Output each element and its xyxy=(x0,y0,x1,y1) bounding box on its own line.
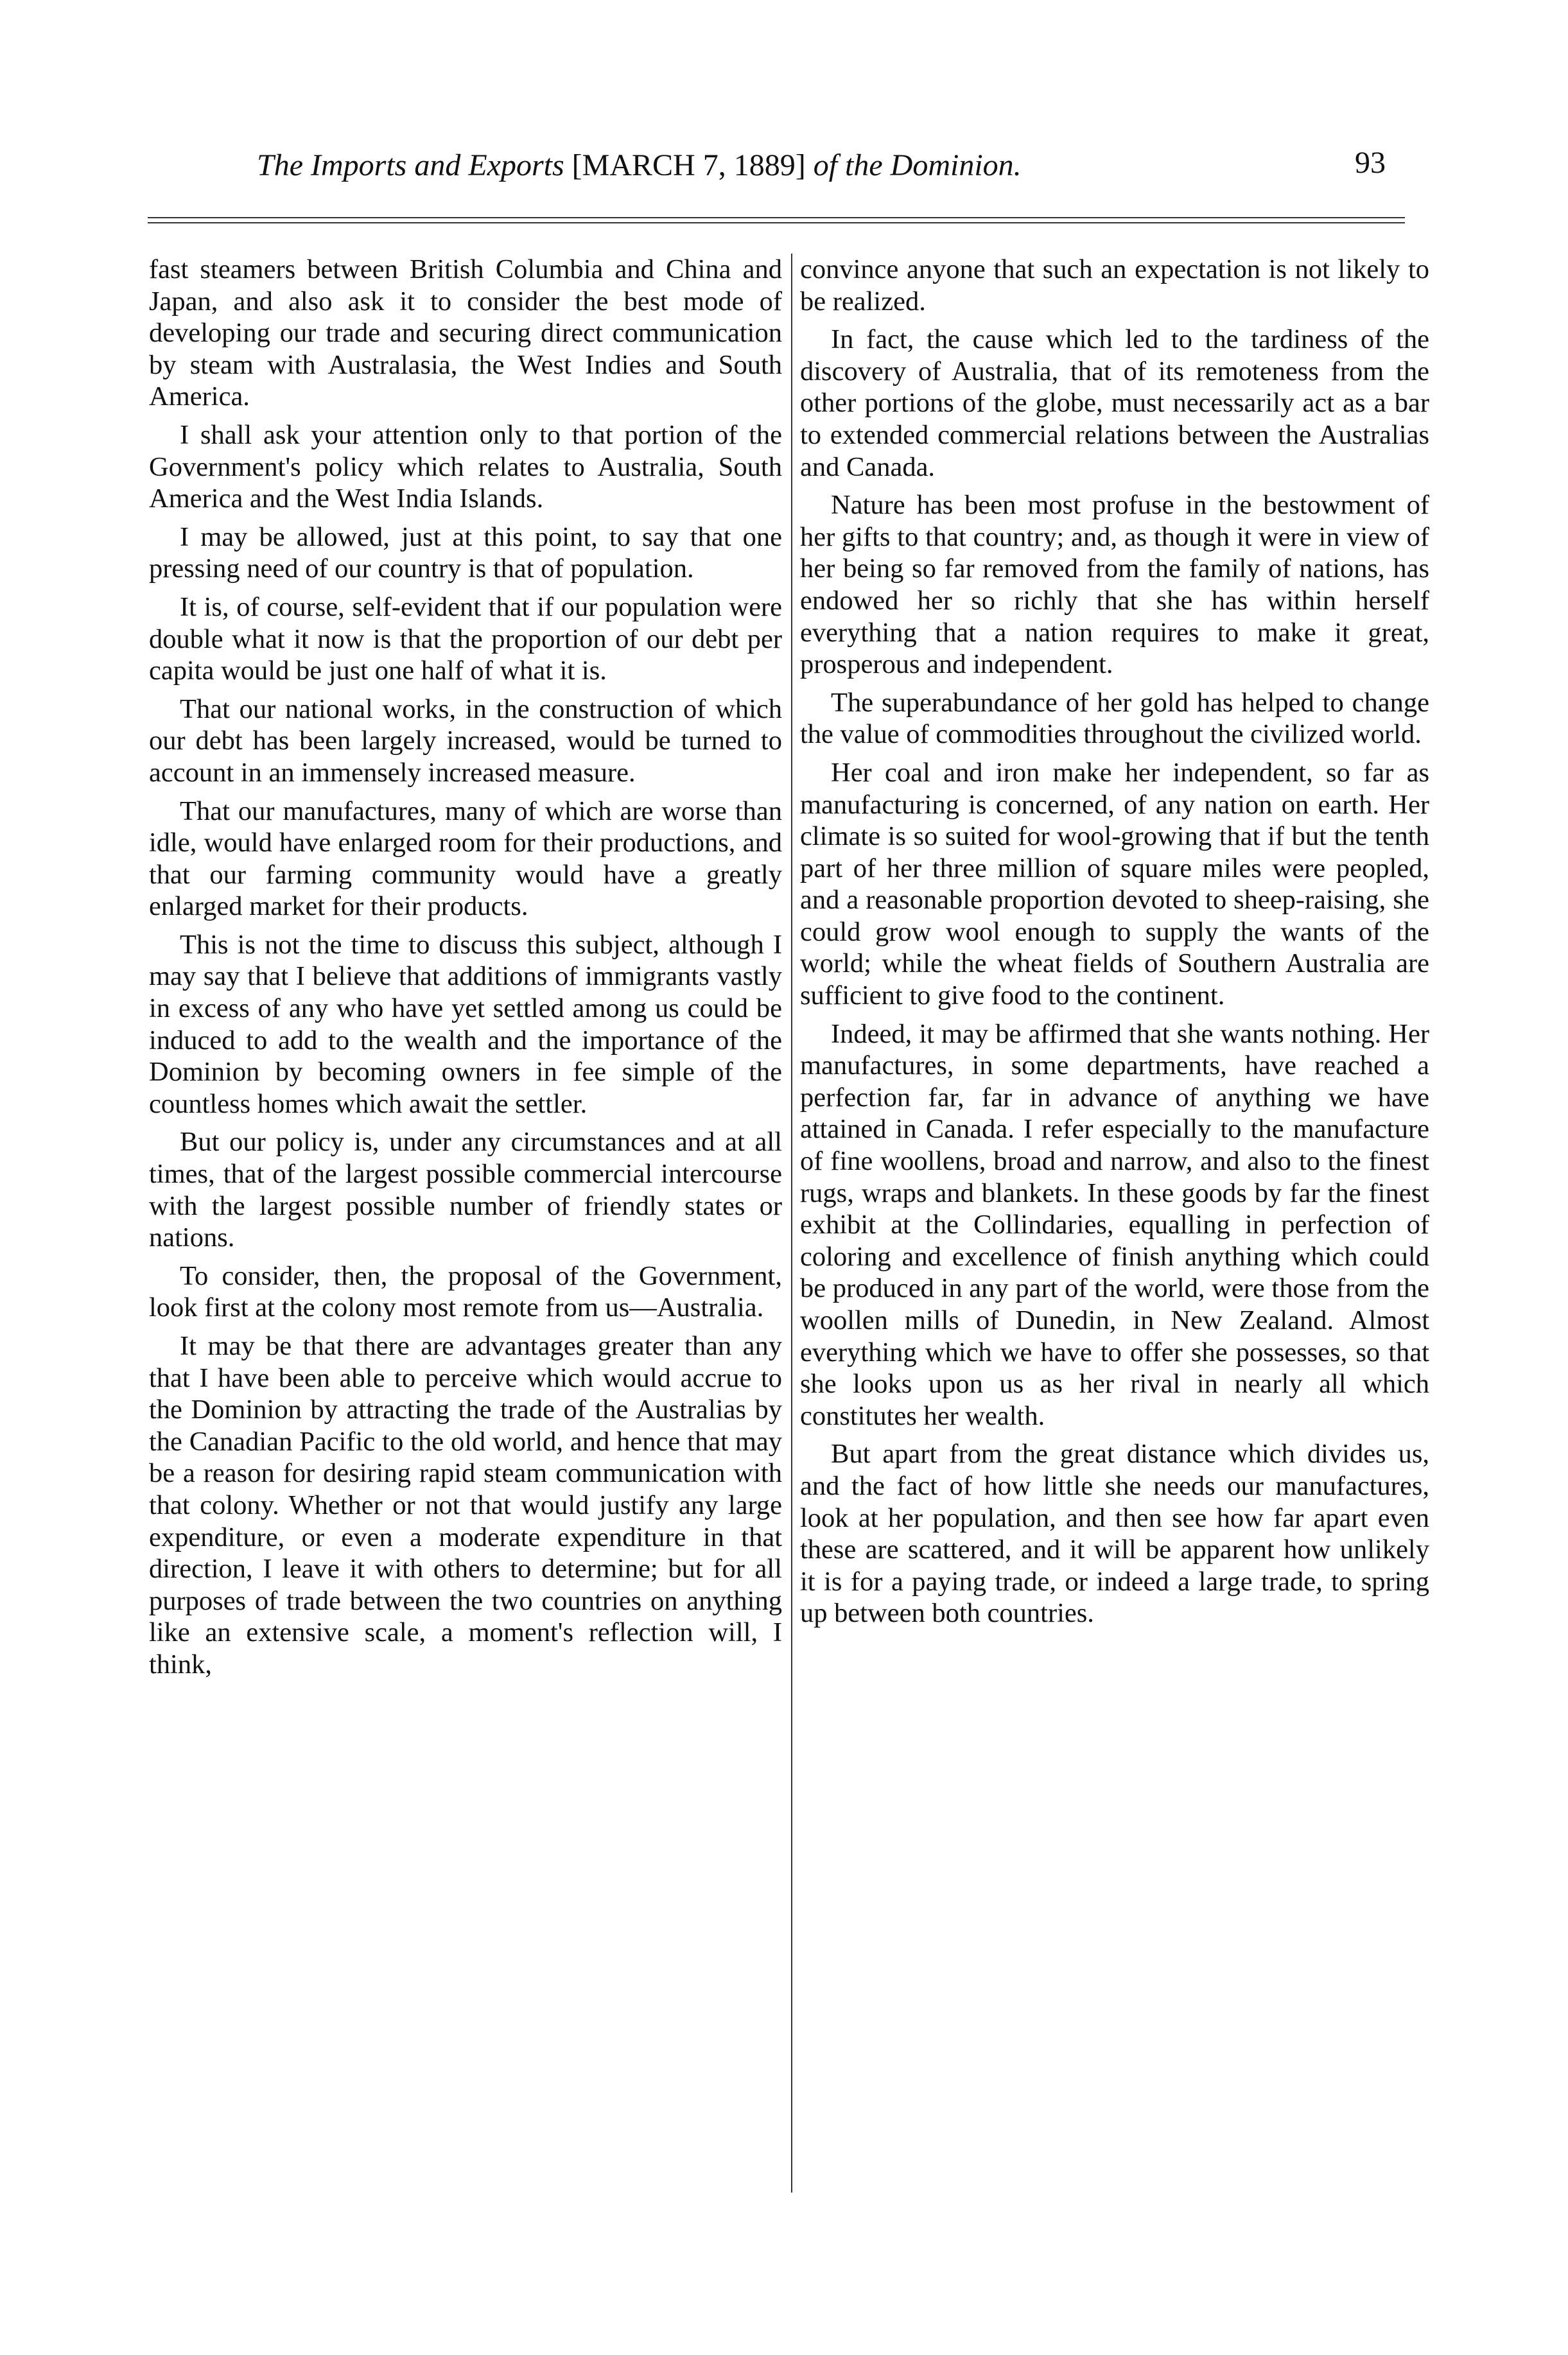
paragraph: That our manufactures, many of which are worse than idle, would have enlarged room for their productions, and that our farming community would have a greatly enlarged market for their products. xyxy=(149,795,782,922)
header-rule-top xyxy=(148,217,1405,218)
left-column xyxy=(149,254,782,1687)
paragraph: That our national works, in the construction of which our debt has been largely increased, would be turned to account in an immensely increased measure. xyxy=(149,693,782,788)
header-title-part2: of the Dominion. xyxy=(813,148,1022,182)
paragraph: Indeed, it may be affirmed that she wants nothing. Her manufactures, in some departments, have reached a perfection far, far in advance of anything we have attained in Canada. I refer especially to the manufacture of fine woollens, broad and narrow, and also to the finest rugs, wraps and blankets. In these goods by far the finest exhibit at the Collindaries, equalling in perfection of coloring and excellence of finish anything which could be produced in any part of the world, were those from the woollen mills of Dunedin, in New Zealand. Almost everything which we have to offer she possesses, so that she looks upon us as her rival in nearly all which constitutes her wealth. xyxy=(800,1018,1429,1431)
paragraph: It may be that there are advantages greater than any that I have been able to perceive which would accrue to the Dominion by attracting the trade of the Australias by the Canadian Pacific to the old world, and hence that may be a reason for desiring rapid steam communication with that colony. Whether or not that would justify any large expenditure, or even a moderate expenditure in that direction, I leave it with others to determine; but for all purposes of trade between the two countries on anything like an extensive scale, a moment's reflection will, I think, xyxy=(149,1331,782,1680)
header-date: [MARCH 7, 1889] xyxy=(571,148,806,182)
paragraph: fast steamers between British Columbia and China and Japan, and also ask it to consider the best mode of developing our trade and securing direct communication by steam with Australasia, the West Indies and South America. xyxy=(149,254,782,412)
paragraph: I may be allowed, just at this point, to say that one pressing need of our country is that of population. xyxy=(149,521,782,584)
paragraph: Nature has been most profuse in the bestowment of her gifts to that country; and, as though it were in view of her being so far removed from the family of nations, has endowed her so richly that she has within herself everything that a nation requires to make it great, prosperous and independent. xyxy=(800,490,1429,680)
header-title-part1: The Imports and Exports xyxy=(257,148,564,182)
paragraph: It is, of course, self-evident that if our population were double what it now is that the proportion of our debt per capita would be just one half of what it is. xyxy=(149,591,782,686)
paragraph: I shall ask your attention only to that portion of the Government's policy which relates to Australia, South America and the West India Islands. xyxy=(149,419,782,514)
paragraph: convince anyone that such an expectation is not likely to be realized. xyxy=(800,254,1429,317)
right-column xyxy=(800,254,1429,1636)
paragraph: Her coal and iron make her independent, so far as manufacturing is concerned, of any nation on earth. Her climate is so suited for wool-growing that if but the tenth part of her three million of square miles were peopled, and a reasonable proportion devoted to sheep-raising, she could grow wool enough to supply the wants of the world; while the wheat fields of Southern Australia are sufficient to give food to the continent. xyxy=(800,757,1429,1011)
page-number: 93 xyxy=(1355,146,1386,180)
paragraph: This is not the time to discuss this subject, although I may say that I believe that additions of immigrants vastly in excess of any who have yet settled among us could be induced to add to the wealth and the importance of the Dominion by becoming owners in fee simple of the countless homes which await the settler. xyxy=(149,929,782,1119)
running-header xyxy=(257,146,1413,185)
paragraph: The superabundance of her gold has helped to change the value of commodities throughout the civilized world. xyxy=(800,687,1429,750)
paragraph: In fact, the cause which led to the tardiness of the discovery of Australia, that of its remoteness from the other portions of the globe, must necessarily act as a bar to extended commercial relations between the Australias and Canada. xyxy=(800,324,1429,482)
column-divider xyxy=(791,254,792,2193)
paragraph: To consider, then, the proposal of the Government, look first at the colony most remote from us—Australia. xyxy=(149,1260,782,1323)
paragraph: But apart from the great distance which divides us, and the fact of how little she needs our manufactures, look at her population, and then see how far apart even these are scattered, and it will be apparent how unlikely it is for a paying trade, or indeed a large trade, to spring up between both countries. xyxy=(800,1439,1429,1629)
paragraph: But our policy is, under any circumstances and at all times, that of the largest possible commercial intercourse with the largest possible number of friendly states or nations. xyxy=(149,1127,782,1253)
header-rule-bottom xyxy=(148,222,1405,223)
